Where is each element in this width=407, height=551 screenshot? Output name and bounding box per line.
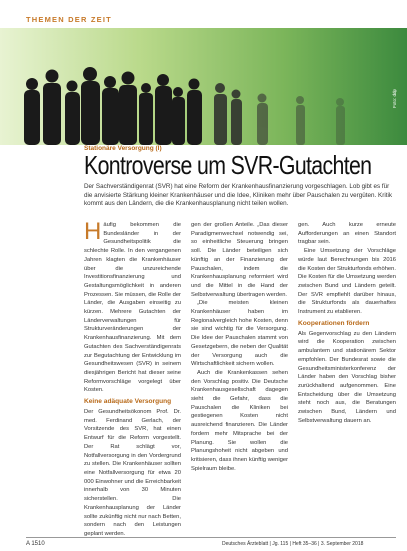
- subheading: Kooperationen fördern: [298, 319, 370, 327]
- body-paragraph: „Die meisten kleinen Krankenhäuser haben im Regionalvergleich hohe Kosten, denn sie sind wichtig für die Versorgung. Die Idee der Pauschalen stammt von Gesetzgebern, die neben der Qualität der Versorgung auch die Wirtschaftlichkeit sichern wollen.: [191, 300, 288, 368]
- header-illustration: [0, 28, 407, 145]
- subheading: Keine adäquate Versorgung: [84, 398, 172, 406]
- section-rubric: THEMEN DER ZEIT: [26, 15, 112, 24]
- silhouette-crowd-image: [0, 28, 407, 145]
- page-number: A 1510: [26, 541, 45, 547]
- body-column-1: [84, 218, 181, 539]
- body-column-3: [298, 221, 396, 425]
- body-paragraph: Eine Umsetzung der Vorschläge würde laut Berechnungen bis 2016 die Kosten der Strukturfonds erhöhen. Die Kosten für die Umsetzung werden zwischen Bund und Ländern geteilt. Der SVR empfiehlt darüber hinaus, die Strukturfonds als dauerhaftes Instrument zu etablieren.: [298, 248, 396, 316]
- footer-rule: [26, 537, 396, 538]
- article-lead: Der Sachverständigenrat (SVR) hat eine Reform der Krankenhausfinanzierung vorgeschlagen. Lob gibt es für die anvisierte Stärkung kleiner Krankenhäuser und die Idee, Kliniken mehr über Pauschalen zu vergüten. Kritik kommt aus den Ländern, die die Krankenhausplanung nicht teilen wollen.: [84, 183, 393, 208]
- body-column-2: [191, 221, 288, 473]
- footer-source: Deutsches Ärzteblatt | Jg. 115 | Heft 35–36 | 3. September 2018: [222, 541, 364, 547]
- body-paragraph: äufig bekommen die Bundesländer in der Gesundheitspolitik die schlechte Rolle. In den vergangenen Jahren klagten die Krankenhäuser über die unzureichende Investitionsfinanzierung und Gestaltungsmöglichkeit in anderen Prozessen. Sie müssen, die Rolle der Länder, die Ausgaben einseitig zu kürzen. Mehrere Gutachten der Länderverwaltungen für Strukturveränderungen der Krankenhausfinanzierung. Mit dem Gutachten des Sachverständigenrats zur Begutachtung der Entwicklung im Gesundheitswesen (SVR) in seinem diesjährigen Bericht hat dieser seine Reformvorschläge vorgelegt über Kosten.: [84, 222, 181, 394]
- body-paragraph: Der Gesundheitsökonom Prof. Dr. med. Ferdinand Gerlach, der Vorsitzende des SVR, hat einen Entwurf für die Reform vorgestellt. Der Rat schlägt vor, Notfallversorgung in den Vordergrund zu stellen. Die Krankenhäuser sollten eine Notfallversorgung für etwa 20 000 Einwohner und die Erreichbarkeit innerhalb von 30 Minuten sicherstellen. Die Krankenhausplanung der Länder sollte zukünftig nicht nur nach Betten, sondern nach den Leistungen geplant werden.: [84, 409, 181, 537]
- article-headline: Kontroverse um SVR-Gutachten: [84, 150, 372, 180]
- article-kicker: Stationäre Versorgung (I): [84, 145, 162, 152]
- drop-cap: H: [84, 218, 102, 245]
- body-paragraph: gen der großen Anteile. „Das dieser Paradigmenwechsel notwendig sei, so einheitliche Steuerung bringen soll. Die Länder beteiligen sich künftig an der Finanzierung der Pauschalen, indem die Krankenhausplanung reformiert wird und die Mittel in die Hand der Selbstverwaltung übertragen werden.: [191, 222, 288, 298]
- body-paragraph: Auch die Krankenkassen sehen den Vorschlag positiv. Die Deutsche Krankenhausgesellschaft dagegen sieht die Gefahr, dass die Pauschalen die Kliniken bei gestiegenen Kosten nicht ausreichend finanzieren. Die Länder fordern mehr Mitsprache bei der Planung. Sie wollen die Planungshoheit nicht abgeben und kritisieren, dass ihnen künftig weniger Spielraum bleibe.: [191, 369, 288, 472]
- body-paragraph: Als Gegenvorschlag zu den Ländern wird die Kooperation zwischen ambulantem und stationärem Sektor empfohlen. Der Bundesrat sowie die Gesundheitsministerkonferenz der Länder haben den Vorschlag bisher zurückhaltend aufgenommen. Eine Entscheidung über die Umsetzung steht noch aus, die Beratungen zwischen Bund, Ländern und Selbstverwaltung dauern an.: [298, 330, 396, 424]
- photo-credit: Foto: ddp: [392, 88, 397, 108]
- body-paragraph: gen. Auch kurze erneute Aufforderungen an einen Standort tragbar sein.: [298, 222, 396, 246]
